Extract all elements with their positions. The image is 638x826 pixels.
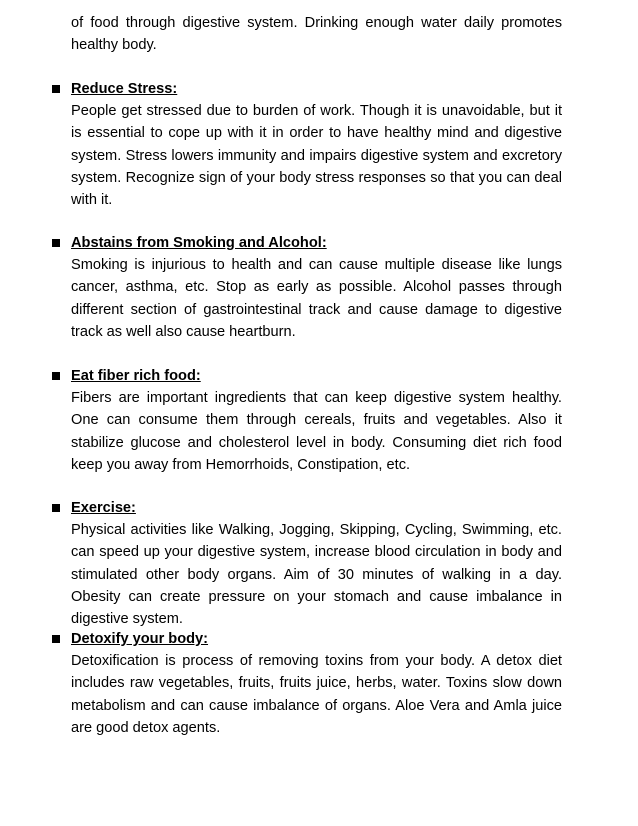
section-body: Detoxification is process of removing toxins from your body. A detox diet includes raw vegetables, fruits, fruits juice, herbs, water. Toxins slow down metabolism and can cause imbalance of organs. Aloe Vera and Amla juice are good detox agents. bbox=[71, 653, 562, 736]
section-heading: Exercise: bbox=[71, 500, 136, 516]
section-heading: Reduce Stress: bbox=[71, 81, 178, 97]
square-bullet-icon bbox=[52, 372, 60, 380]
section-body: People get stressed due to burden of work. Though it is unavoidable, but it is essential to cope up with it in order to have healthy mind and digestive system. Stress lowers immunity and impairs digestive system and excretory system. Recognize sign of your body stress responses so that you can deal with it. bbox=[71, 103, 562, 209]
square-bullet-icon bbox=[52, 239, 60, 247]
section-heading: Detoxify your body: bbox=[71, 631, 209, 647]
square-bullet-icon bbox=[52, 635, 60, 643]
section-heading: Abstains from Smoking and Alcohol: bbox=[71, 235, 327, 251]
section-body: Physical activities like Walking, Jogging, Skipping, Cycling, Swimming, etc. can speed up your digestive system, increase blood circulation in body and stimulated other body organs. Aim of 30 minutes of walking in a day. Obesity can create pressure on your stomach and cause imbalance in digestive system. bbox=[71, 522, 562, 628]
section-heading: Eat fiber rich food: bbox=[71, 368, 201, 384]
square-bullet-icon bbox=[52, 504, 60, 512]
square-bullet-icon bbox=[52, 85, 60, 93]
section-body: Smoking is injurious to health and can cause multiple disease like lungs cancer, asthma, etc. Stop as early as possible. Alcohol passes through different section of gastrointestinal track and cause damage to digestive track as well also cause heartburn. bbox=[71, 257, 562, 340]
section-body: Fibers are important ingredients that can keep digestive system healthy. One can consume them through cereals, fruits and vegetables. Also it stabilize glucose and cholesterol level in body. Consuming diet rich food keep you away from Hemorrhoids, Constipation, etc. bbox=[71, 390, 562, 473]
intro-paragraph: of food through digestive system. Drinking enough water daily promotes healthy body. bbox=[71, 15, 562, 54]
